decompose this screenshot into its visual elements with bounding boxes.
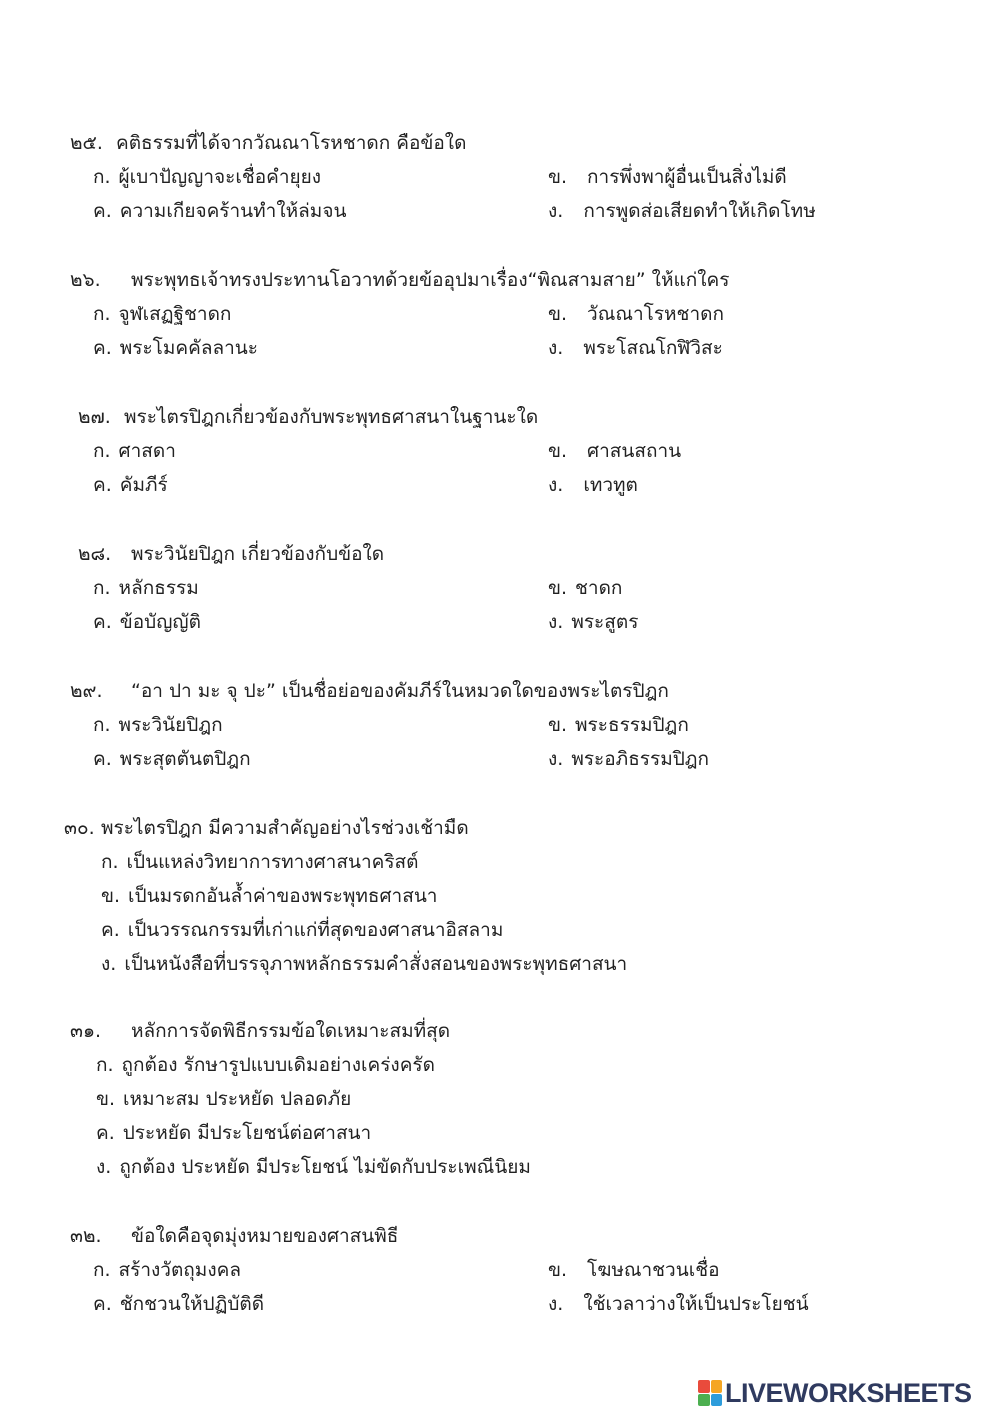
question-29 bbox=[0, 673, 1000, 803]
option-c[interactable] bbox=[96, 1118, 371, 1148]
option-letter: ค. bbox=[93, 200, 112, 222]
option-d[interactable] bbox=[548, 607, 638, 637]
option-d[interactable] bbox=[548, 333, 723, 363]
liveworksheets-logo[interactable] bbox=[698, 1378, 994, 1408]
question-text: พระไตรปิฎก มีความสำคัญอย่างไรช่วงเช้ามืด bbox=[101, 817, 469, 839]
question-32 bbox=[0, 1218, 1000, 1348]
option-letter: ก. bbox=[93, 1259, 111, 1281]
option-text: สร้างวัตถุมงคล bbox=[118, 1259, 241, 1281]
option-letter: ค. bbox=[93, 474, 112, 496]
option-text: เป็นแหล่งวิทยาการทางศาสนาคริสต์ bbox=[126, 851, 419, 873]
option-letter: ข. bbox=[548, 1259, 568, 1281]
option-a[interactable] bbox=[93, 1255, 241, 1285]
option-c[interactable] bbox=[93, 1289, 264, 1319]
option-text: ศาสดา bbox=[118, 440, 176, 462]
option-letter: ง. bbox=[548, 337, 564, 359]
option-text: พระสูตร bbox=[571, 611, 639, 633]
liveworksheets-logo-icon bbox=[698, 1380, 722, 1406]
question-text: พระวินัยปิฎก เกี่ยวข้องกับข้อใด bbox=[131, 543, 385, 565]
option-letter: ง. bbox=[96, 1156, 112, 1178]
option-letter: ง. bbox=[548, 200, 564, 222]
question-number: ๓๐. bbox=[64, 817, 95, 839]
option-text: พระสุตตันตปิฎก bbox=[119, 748, 251, 770]
option-text: การพูดส่อเสียดทำให้เกิดโทษ bbox=[583, 200, 816, 222]
option-letter: ข. bbox=[548, 303, 568, 325]
option-a[interactable] bbox=[93, 573, 199, 603]
option-text: คัมภีร์ bbox=[119, 474, 168, 496]
option-a[interactable] bbox=[96, 1050, 435, 1080]
option-letter: ข. bbox=[96, 1088, 116, 1110]
option-text: ถูกต้อง รักษารูปแบบเดิมอย่างเคร่งครัด bbox=[121, 1054, 435, 1076]
question-25 bbox=[0, 125, 1000, 255]
option-b[interactable] bbox=[548, 162, 787, 192]
option-d[interactable] bbox=[548, 470, 638, 500]
option-letter: ก. bbox=[93, 303, 111, 325]
question-31 bbox=[0, 1013, 1000, 1183]
option-letter: ข. bbox=[101, 885, 121, 907]
option-letter: ข. bbox=[548, 166, 568, 188]
question-30 bbox=[0, 810, 1000, 980]
option-d[interactable] bbox=[548, 744, 709, 774]
option-c[interactable] bbox=[101, 915, 503, 945]
option-text: พระวินัยปิฎก bbox=[118, 714, 223, 736]
option-d[interactable] bbox=[96, 1152, 531, 1182]
option-letter: ข. bbox=[548, 577, 568, 599]
question-number: ๓๒. bbox=[70, 1225, 102, 1247]
option-text: พระอภิธรรมปิฎก bbox=[571, 748, 710, 770]
option-c[interactable] bbox=[93, 607, 201, 637]
question-text: คติธรรมที่ได้จากวัณณาโรหชาดก คือข้อใด bbox=[116, 132, 467, 154]
option-text: พระโมคคัลลานะ bbox=[119, 337, 258, 359]
option-text: ความเกียจคร้านทำให้ล่มจน bbox=[119, 200, 347, 222]
option-letter: ค. bbox=[93, 748, 112, 770]
option-a[interactable] bbox=[101, 847, 418, 877]
option-c[interactable] bbox=[93, 470, 168, 500]
option-text: ชาดก bbox=[575, 577, 623, 599]
question-number: ๒๘. bbox=[78, 543, 112, 565]
option-d[interactable] bbox=[548, 196, 816, 226]
option-text: วัณณาโรหชาดก bbox=[587, 303, 724, 325]
option-text: เป็นวรรณกรรมที่เก่าแก่ที่สุดของศาสนาอิสลาม bbox=[127, 919, 504, 941]
logo-text: LIVEWORKSHEETS bbox=[725, 1377, 972, 1408]
question-number: ๒๙. bbox=[70, 680, 103, 702]
option-letter: ก. bbox=[93, 577, 111, 599]
option-c[interactable] bbox=[93, 333, 258, 363]
option-letter: ง. bbox=[548, 748, 564, 770]
option-text: ชักชวนให้ปฏิบัติดี bbox=[119, 1293, 265, 1315]
option-letter: ก. bbox=[93, 440, 111, 462]
option-text: ผู้เบาปัญญาจะเชื่อคำยุยง bbox=[118, 166, 322, 188]
option-letter: ก. bbox=[93, 714, 111, 736]
option-text: เหมาะสม ประหยัด ปลอดภัย bbox=[123, 1088, 352, 1110]
question-number: ๒๖. bbox=[70, 269, 101, 291]
option-text: โฆษณาชวนเชื่อ bbox=[587, 1259, 720, 1281]
option-b[interactable] bbox=[548, 299, 724, 329]
question-text: พระไตรปิฎกเกี่ยวข้องกับพระพุทธศาสนาในฐานะใด bbox=[124, 406, 539, 428]
option-letter: ง. bbox=[548, 611, 564, 633]
option-b[interactable] bbox=[96, 1084, 351, 1114]
question-text: ข้อใดคือจุดมุ่งหมายของศาสนพิธี bbox=[131, 1225, 399, 1247]
option-b[interactable] bbox=[548, 436, 681, 466]
option-text: เทวทูต bbox=[583, 474, 638, 496]
question-text: พระพุทธเจ้าทรงประทานโอวาทด้วยข้ออุปมาเรื่อง“พิณสามสาย” ให้แก่ใคร bbox=[131, 269, 730, 291]
question-number: ๒๕. bbox=[70, 132, 103, 154]
question-26 bbox=[0, 262, 1000, 392]
option-letter: ก. bbox=[93, 166, 111, 188]
option-b[interactable] bbox=[101, 881, 437, 911]
option-letter: ข. bbox=[548, 714, 568, 736]
question-number: ๒๗. bbox=[78, 406, 111, 428]
option-text: เป็นหนังสือที่บรรจุภาพหลักธรรมคำสั่งสอนของพระพุทธศาสนา bbox=[124, 953, 628, 975]
option-d[interactable] bbox=[548, 1289, 809, 1319]
option-letter: ค. bbox=[96, 1122, 115, 1144]
option-a[interactable] bbox=[93, 162, 321, 192]
option-b[interactable] bbox=[548, 710, 689, 740]
option-letter: ก. bbox=[101, 851, 119, 873]
option-letter: ง. bbox=[101, 953, 117, 975]
option-letter: ง. bbox=[548, 474, 564, 496]
option-text: เป็นมรดกอันล้ำค่าของพระพุทธศาสนา bbox=[128, 885, 438, 907]
option-letter: ก. bbox=[96, 1054, 114, 1076]
question-27 bbox=[0, 399, 1000, 529]
option-text: พระธรรมปิฎก bbox=[575, 714, 689, 736]
option-a[interactable] bbox=[93, 299, 231, 329]
option-text: ศาสนสถาน bbox=[587, 440, 682, 462]
question-28 bbox=[0, 536, 1000, 666]
option-b[interactable] bbox=[548, 573, 622, 603]
option-letter: ค. bbox=[93, 1293, 112, 1315]
question-text: หลักการจัดพิธีกรรมข้อใดเหมาะสมที่สุด bbox=[131, 1020, 451, 1042]
option-text: ใช้เวลาว่างให้เป็นประโยชน์ bbox=[583, 1293, 809, 1315]
option-c[interactable] bbox=[93, 196, 346, 226]
option-text: พระโสณโกฬิวิสะ bbox=[583, 337, 723, 359]
option-letter: ง. bbox=[548, 1293, 564, 1315]
option-b[interactable] bbox=[548, 1255, 720, 1285]
option-text: หลักธรรม bbox=[118, 577, 199, 599]
option-text: การพึ่งพาผู้อื่นเป็นสิ่งไม่ดี bbox=[587, 166, 787, 188]
option-text: ข้อบัญญัติ bbox=[119, 611, 201, 633]
option-a[interactable] bbox=[93, 710, 223, 740]
option-text: ประหยัด มีประโยชน์ต่อศาสนา bbox=[122, 1122, 372, 1144]
option-a[interactable] bbox=[93, 436, 176, 466]
option-text: ถูกต้อง ประหยัด มีประโยชน์ ไม่ขัดกับประเพณีนิยม bbox=[119, 1156, 531, 1178]
option-text: จูฬเสฏฐิชาดก bbox=[118, 303, 232, 325]
option-letter: ค. bbox=[93, 611, 112, 633]
option-c[interactable] bbox=[93, 744, 251, 774]
question-text: “อา ปา มะ จุ ปะ” เป็นชื่อย่อของคัมภีร์ในหมวดใดของพระไตรปิฎก bbox=[131, 680, 669, 702]
question-number: ๓๑. bbox=[70, 1020, 102, 1042]
option-d[interactable] bbox=[101, 949, 627, 979]
option-letter: ค. bbox=[101, 919, 120, 941]
option-letter: ค. bbox=[93, 337, 112, 359]
option-letter: ข. bbox=[548, 440, 568, 462]
